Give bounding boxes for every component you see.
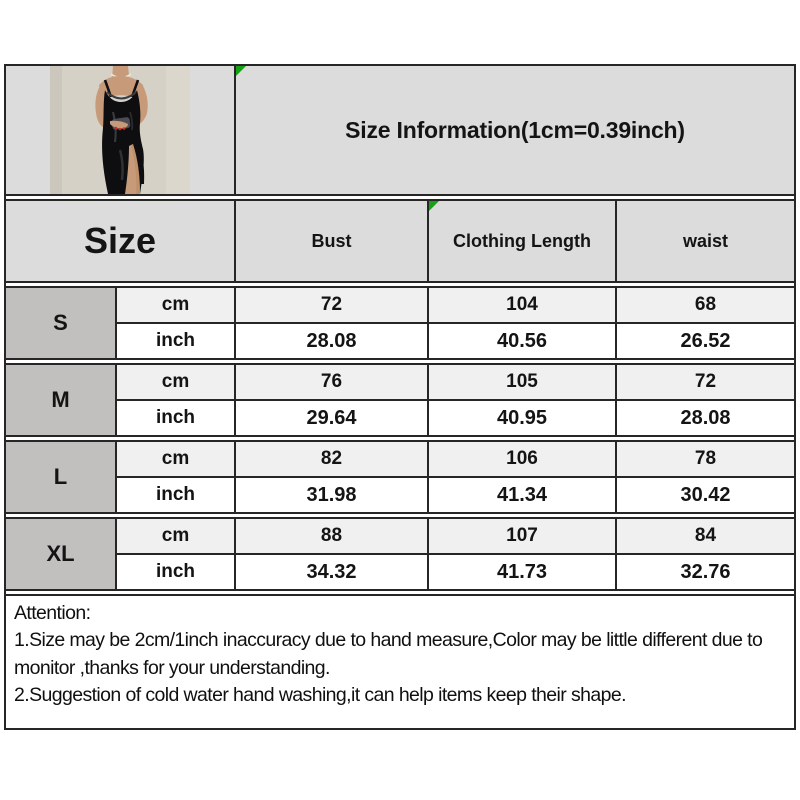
value-cell: 68 [617,288,794,322]
value-cell: 29.64 [236,401,427,435]
value-cell: 26.52 [617,324,794,358]
value-cell: 84 [617,519,794,553]
value-cell: 31.98 [236,478,427,512]
value-cell: 41.73 [429,555,615,589]
value-cell: 78 [617,442,794,476]
value-cell: 41.34 [429,478,615,512]
clothing-length-column-header [429,201,615,281]
value-cell: 40.95 [429,401,615,435]
row-gap [6,196,794,199]
size-chart-table [4,64,796,730]
size-info-title-cell [236,66,794,194]
attention-note-1: 1.Size may be 2cm/1inch inaccuracy due to hand measure,Color may be little different due to monitor ,thanks for your understanding. [14,629,763,679]
unit-label-inch: inch [117,401,234,435]
row-gap [6,514,794,517]
unit-label-cm: cm [117,442,234,476]
row-gap [6,437,794,440]
value-cell: 28.08 [236,324,427,358]
value-cell: 104 [429,288,615,322]
size-info-title: Size Information(1cm=0.39inch) [345,116,685,143]
size-column-header: Size [6,201,234,281]
value-cell: 72 [617,365,794,399]
model-photo-illustration [50,66,190,194]
size-label-l: L [6,442,115,512]
value-cell: 107 [429,519,615,553]
unit-label-cm: cm [117,365,234,399]
value-cell: 105 [429,365,615,399]
attention-note-2: 2.Suggestion of cold water hand washing,it can help items keep their shape. [14,683,626,706]
unit-label-cm: cm [117,288,234,322]
value-cell: 106 [429,442,615,476]
green-corner-marker-icon [236,66,246,76]
value-cell: 88 [236,519,427,553]
attention-section [6,596,794,728]
value-cell: 72 [236,288,427,322]
row-gap [6,360,794,363]
bust-column-header: Bust [236,201,427,281]
unit-label-cm: cm [117,519,234,553]
product-photo [6,66,234,194]
value-cell: 82 [236,442,427,476]
value-cell: 34.32 [236,555,427,589]
value-cell: 76 [236,365,427,399]
waist-column-header: waist [617,201,794,281]
value-cell: 32.76 [617,555,794,589]
unit-label-inch: inch [117,555,234,589]
unit-label-inch: inch [117,478,234,512]
size-label-m: M [6,365,115,435]
row-gap [6,283,794,286]
unit-label-inch: inch [117,324,234,358]
value-cell: 30.42 [617,478,794,512]
value-cell: 28.08 [617,401,794,435]
size-label-xl: XL [6,519,115,589]
row-gap [6,591,794,594]
attention-heading: Attention: [14,602,91,624]
green-corner-marker-icon [429,201,439,211]
clothing-length-label: Clothing Length [453,230,591,251]
value-cell: 40.56 [429,324,615,358]
size-label-s: S [6,288,115,358]
